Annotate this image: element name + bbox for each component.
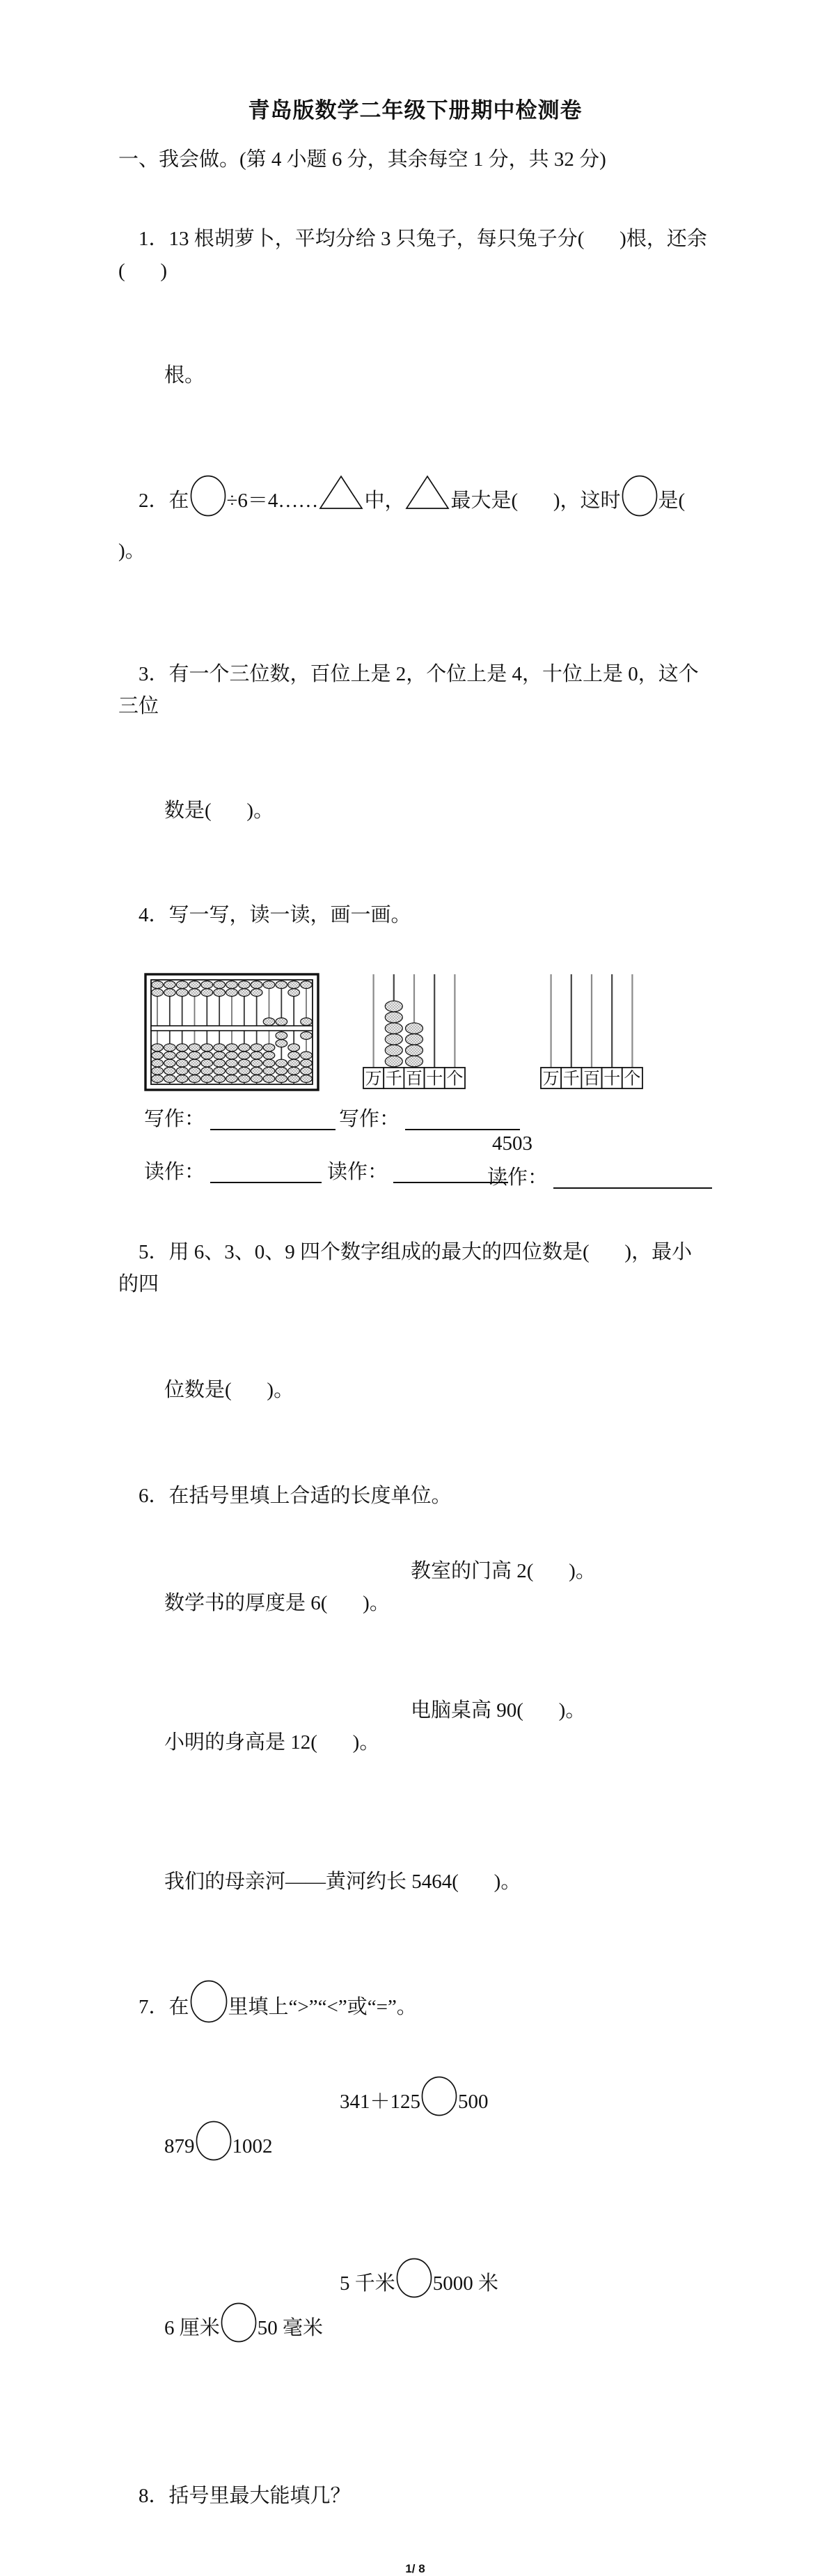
question-4-header bbox=[118, 867, 712, 963]
read-as-item-1 bbox=[144, 1160, 322, 1185]
question-1-line1 bbox=[118, 191, 712, 319]
question-6-item: 小明的身高是 12( )。 bbox=[164, 1731, 380, 1754]
comparison-right: 50 毫米 bbox=[257, 2317, 324, 2339]
question-7-text-2: 里填上“>”“<”或“=”。 bbox=[228, 1996, 417, 2018]
write-as-item-2 bbox=[339, 1107, 520, 1132]
comparison-left: 5 千米 bbox=[340, 2272, 395, 2295]
svg-text:万: 万 bbox=[542, 1070, 560, 1088]
read-as-label: 读作： bbox=[144, 1161, 205, 1183]
answer-blank-line bbox=[210, 1108, 335, 1130]
question-5-line1 bbox=[118, 1204, 712, 1332]
comparison-right: 500 bbox=[458, 2091, 489, 2113]
comparison-item bbox=[164, 2317, 323, 2339]
comparison-item bbox=[164, 2135, 273, 2157]
question-3-line2 bbox=[118, 763, 712, 859]
answer-blank-line bbox=[405, 1108, 520, 1130]
comparison-left: 879 bbox=[164, 2135, 195, 2157]
svg-text:十: 十 bbox=[426, 1070, 443, 1088]
question-7-row1 bbox=[118, 2076, 712, 2258]
circle-placeholder-icon bbox=[196, 2121, 232, 2161]
question-5-text: 5．用 6、3、0、9 四个数字组成的最大的四位数是( )，最小的四 bbox=[118, 1241, 693, 1295]
question-2-text-5: 是( )。 bbox=[118, 490, 720, 562]
question-8-text: 8．括号里最大能填几？ bbox=[139, 2485, 351, 2507]
question-3-text: 3．有一个三位数，百位上是 2，个位上是 4，十位上是 0，这个三位 bbox=[118, 663, 699, 717]
question-7-row2 bbox=[118, 2258, 712, 2440]
read-as-label: 读作： bbox=[487, 1166, 548, 1189]
abacus-figure bbox=[144, 973, 319, 1095]
read-as-item-2 bbox=[327, 1160, 508, 1185]
comparison-item bbox=[340, 2258, 498, 2306]
question-7-text-1: 7．在 bbox=[139, 1996, 189, 2018]
answer-blank-line bbox=[553, 1166, 712, 1189]
svg-text:千: 千 bbox=[385, 1070, 402, 1088]
comparison-right: 5000 米 bbox=[432, 2272, 499, 2295]
question-6-header-text: 6．在括号里填上合适的长度单位。 bbox=[139, 1485, 452, 1507]
answer-blank-line bbox=[210, 1161, 322, 1183]
write-as-label: 写作： bbox=[144, 1108, 205, 1130]
question-3-line1 bbox=[118, 626, 712, 754]
circle-placeholder-icon bbox=[190, 1980, 228, 2023]
given-number: 4503 bbox=[492, 1132, 532, 1155]
triangle-placeholder-icon bbox=[405, 475, 450, 510]
question-6-item: 电脑桌高 90( )。 bbox=[411, 1699, 586, 1722]
svg-text:千: 千 bbox=[562, 1070, 580, 1088]
svg-text:个: 个 bbox=[624, 1070, 641, 1088]
question-4-header-text: 4．写一写，读一读，画一画。 bbox=[139, 904, 411, 926]
question-6-item: 我们的母亲河——黄河约长 5464( )。 bbox=[164, 1871, 521, 1893]
circle-placeholder-icon bbox=[221, 2302, 257, 2343]
circle-placeholder-icon bbox=[396, 2258, 432, 2298]
counting-frame-2 bbox=[539, 970, 644, 1093]
question-6-header bbox=[118, 1448, 712, 1544]
question-7-header bbox=[118, 1934, 712, 2076]
question-6-item: 教室的门高 2( )。 bbox=[411, 1560, 596, 1582]
svg-text:十: 十 bbox=[603, 1070, 621, 1088]
question-6-row2 bbox=[118, 1694, 712, 1822]
write-as-item-1 bbox=[144, 1107, 335, 1132]
circle-placeholder-icon bbox=[421, 2076, 457, 2116]
question-8 bbox=[118, 2448, 712, 2544]
svg-text:百: 百 bbox=[583, 1070, 600, 1088]
page-number: 1/ 8 bbox=[405, 2562, 425, 2575]
circle-placeholder-icon bbox=[622, 475, 658, 517]
read-as-label: 读作： bbox=[327, 1161, 388, 1183]
question-5-text-cont: 位数是( )。 bbox=[164, 1379, 294, 1401]
question-2-text-2: ÷6＝4…… bbox=[226, 490, 319, 512]
svg-text:百: 百 bbox=[406, 1070, 423, 1088]
question-6-item: 数学书的厚度是 6( )。 bbox=[164, 1592, 390, 1614]
write-as-label: 写作： bbox=[339, 1108, 400, 1130]
svg-text:个: 个 bbox=[446, 1070, 464, 1088]
read-as-item-3 bbox=[487, 1165, 712, 1190]
counting-frame-1 bbox=[362, 970, 466, 1093]
question-1-text-cont: 根。 bbox=[164, 364, 205, 387]
svg-text:万: 万 bbox=[365, 1070, 382, 1088]
question-5-line2 bbox=[118, 1342, 712, 1438]
comparison-left: 341＋125 bbox=[340, 2091, 421, 2113]
comparison-right: 1002 bbox=[232, 2135, 273, 2157]
circle-placeholder-icon bbox=[190, 475, 226, 517]
comparison-left: 6 厘米 bbox=[164, 2317, 220, 2339]
question-2 bbox=[118, 425, 720, 626]
question-1-text: 1．13 根胡萝卜，平均分给 3 只兔子，每只兔子分( )根，还余( ) bbox=[118, 228, 707, 282]
question-6-row3 bbox=[118, 1834, 712, 1930]
comparison-item bbox=[340, 2076, 489, 2124]
triangle-placeholder-icon bbox=[319, 475, 363, 510]
question-2-text-3: 中， bbox=[364, 490, 405, 512]
question-3-text-cont: 数是( )。 bbox=[164, 799, 274, 822]
question-1-line2 bbox=[118, 327, 712, 423]
question-2-text-1: 2．在 bbox=[139, 490, 189, 512]
question-2-text-4: 最大是( )，这时 bbox=[450, 490, 621, 512]
page-title: 青岛版数学二年级下册期中检测卷 bbox=[248, 98, 583, 123]
question-4-figures bbox=[118, 966, 712, 1204]
question-6-row1 bbox=[118, 1555, 712, 1683]
section-heading: 一、我会做。(第 4 小题 6 分，其余每空 1 分，共 32 分) bbox=[118, 148, 606, 171]
